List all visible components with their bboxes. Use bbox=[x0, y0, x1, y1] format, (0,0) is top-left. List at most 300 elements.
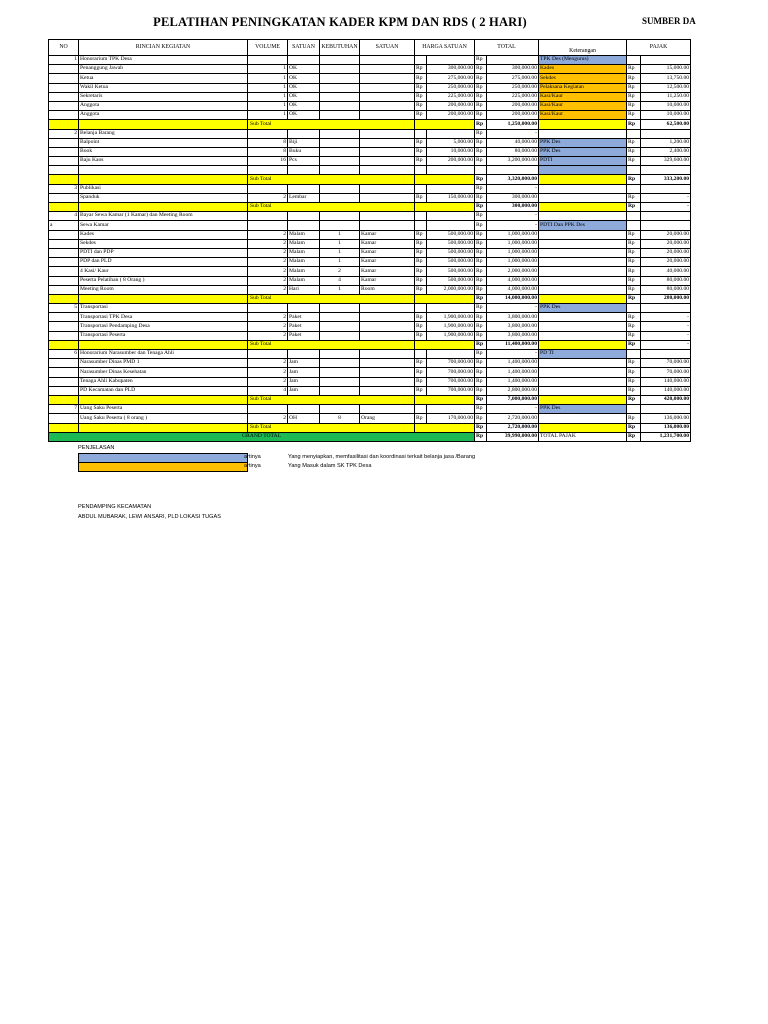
cell-kebutuhan bbox=[320, 147, 360, 156]
cell-satuan-2 bbox=[360, 92, 415, 101]
cell-no bbox=[49, 83, 79, 92]
cell-pajak: 70,000.00 bbox=[641, 368, 691, 377]
cell-kebutuhan bbox=[320, 166, 360, 175]
cell-total: 4,000,000.00 bbox=[487, 276, 539, 285]
currency-pajak bbox=[627, 129, 641, 138]
cell-satuan: Jam bbox=[288, 359, 320, 368]
cell-keterangan bbox=[539, 267, 627, 276]
currency-total: Rp bbox=[475, 423, 487, 432]
cell-pajak: 329,600.00 bbox=[641, 157, 691, 166]
cell-kebutuhan: 1 bbox=[320, 248, 360, 257]
cell-no: 4 bbox=[49, 212, 79, 221]
item-row bbox=[49, 276, 691, 285]
subtotal-row bbox=[49, 340, 691, 349]
cell-harga: 2,000,000.00 bbox=[427, 285, 475, 294]
currency-total: Rp bbox=[475, 405, 487, 414]
currency-harga: Rp bbox=[415, 359, 427, 368]
item-row bbox=[49, 331, 691, 340]
cell-satuan-2 bbox=[360, 350, 415, 359]
cell-satuan: OK bbox=[288, 65, 320, 74]
cell-harga: 500,000.00 bbox=[427, 276, 475, 285]
cell-keterangan: TPK Des (Mengurus) bbox=[539, 56, 627, 65]
cell-pajak: 12,500.00 bbox=[641, 83, 691, 92]
item-row bbox=[49, 157, 691, 166]
cell-satuan-2 bbox=[360, 74, 415, 83]
currency-pajak bbox=[627, 304, 641, 313]
cell-harga: 150,000.00 bbox=[427, 193, 475, 202]
cell-total: 40,000.00 bbox=[487, 138, 539, 147]
cell-no bbox=[49, 230, 79, 239]
section-row bbox=[49, 56, 691, 65]
cell-volume: 2 bbox=[248, 239, 288, 248]
cell-total: 3,800,000.00 bbox=[487, 331, 539, 340]
currency-total: Rp bbox=[475, 386, 487, 395]
subtotal-row bbox=[49, 120, 691, 129]
section-row bbox=[49, 350, 691, 359]
cell-keterangan: Pelaksana Kegiatan bbox=[539, 83, 627, 92]
cell-volume bbox=[248, 221, 288, 230]
item-row bbox=[49, 92, 691, 101]
currency-harga: Rp bbox=[415, 101, 427, 110]
cell-harga bbox=[427, 221, 475, 230]
cell-keterangan bbox=[539, 331, 627, 340]
cell-satuan: Malam bbox=[288, 258, 320, 267]
cell-harga: 500,000.00 bbox=[427, 248, 475, 257]
cell-keterangan bbox=[539, 230, 627, 239]
cell-pajak: 140,000.00 bbox=[641, 386, 691, 395]
currency-total: Rp bbox=[475, 304, 487, 313]
subtotal-label: Sub Total bbox=[248, 175, 415, 184]
grand-total-label: GRAND TOTAL bbox=[49, 432, 475, 441]
currency-harga: Rp bbox=[415, 92, 427, 101]
cell-total: 3,800,000.00 bbox=[487, 322, 539, 331]
cell-keterangan: Sekdes bbox=[539, 74, 627, 83]
cell-total: - bbox=[487, 350, 539, 359]
cell-ket bbox=[539, 120, 627, 129]
currency-total: Rp bbox=[475, 120, 487, 129]
currency-pajak: Rp bbox=[627, 138, 641, 147]
cell-satuan-2: Kamar bbox=[360, 239, 415, 248]
header-rincian: RINCIAN KEGIATAN bbox=[79, 40, 248, 56]
currency-total: Rp bbox=[475, 212, 487, 221]
currency-total: Rp bbox=[475, 92, 487, 101]
cell-total: 300,000.00 bbox=[487, 193, 539, 202]
cell-rincian: Narasumber Dinas PMD 1 bbox=[79, 359, 248, 368]
cell-satuan-2 bbox=[360, 65, 415, 74]
cell-total: 80,000.00 bbox=[487, 147, 539, 156]
currency-pajak: Rp bbox=[627, 258, 641, 267]
cell-volume: 1 bbox=[248, 111, 288, 120]
cell-satuan bbox=[288, 405, 320, 414]
currency-total: Rp bbox=[475, 147, 487, 156]
cell-harga: 500,000.00 bbox=[427, 267, 475, 276]
cell-rincian: Belanja Barang bbox=[79, 129, 248, 138]
cell-satuan-2 bbox=[360, 147, 415, 156]
cell-no: 1 bbox=[49, 56, 79, 65]
currency-pajak: Rp bbox=[627, 340, 641, 349]
cell-rincian bbox=[79, 423, 248, 432]
currency-harga: Rp bbox=[415, 147, 427, 156]
sumber-dana-label: SUMBER DA bbox=[642, 16, 696, 26]
cell-total: - bbox=[487, 184, 539, 193]
cell-satuan-2 bbox=[360, 83, 415, 92]
cell-total: 275,000.00 bbox=[487, 74, 539, 83]
cell-satuan bbox=[288, 212, 320, 221]
cell-satuan: Malam bbox=[288, 276, 320, 285]
currency-harga: Rp bbox=[415, 267, 427, 276]
cell-no bbox=[49, 331, 79, 340]
legend-title: PENJELASAN bbox=[78, 445, 115, 451]
signature-role: PENDAMPING KECAMATAN bbox=[78, 504, 152, 510]
currency-pajak: Rp bbox=[627, 276, 641, 285]
cell-volume: 8 bbox=[248, 147, 288, 156]
cell-pajak bbox=[641, 184, 691, 193]
currency-total: Rp bbox=[475, 193, 487, 202]
currency-harga: Rp bbox=[415, 239, 427, 248]
currency-harga: Rp bbox=[415, 331, 427, 340]
subtotal-label: Sub Total bbox=[248, 120, 415, 129]
currency-total: Rp bbox=[475, 395, 487, 404]
cell-harga: 275,000.00 bbox=[427, 74, 475, 83]
subtotal-pajak: 280,000.00 bbox=[641, 294, 691, 303]
section-row bbox=[49, 129, 691, 138]
cell-kebutuhan bbox=[320, 101, 360, 110]
cell-total: 3,800,000.00 bbox=[487, 313, 539, 322]
currency-total: Rp bbox=[475, 74, 487, 83]
cell-total: 4,000,000.00 bbox=[487, 285, 539, 294]
currency-harga bbox=[415, 405, 427, 414]
cell-rincian: Kades bbox=[79, 230, 248, 239]
cell-total: 200,000.00 bbox=[487, 111, 539, 120]
currency-harga bbox=[415, 166, 427, 175]
cell-pajak bbox=[641, 212, 691, 221]
cell-harga: 200,000.00 bbox=[427, 111, 475, 120]
currency-total: Rp bbox=[475, 230, 487, 239]
cell-no bbox=[49, 65, 79, 74]
cell-satuan-2: Orang bbox=[360, 414, 415, 423]
cell-harga: 500,000.00 bbox=[427, 239, 475, 248]
cell-keterangan bbox=[539, 193, 627, 202]
currency-total: Rp bbox=[475, 184, 487, 193]
cell-satuan: Hari bbox=[288, 285, 320, 294]
cell-pajak: 20,000.00 bbox=[641, 248, 691, 257]
cell-kebutuhan: 8 bbox=[320, 414, 360, 423]
currency-pajak: Rp bbox=[627, 193, 641, 202]
cell-harga: 700,000.00 bbox=[427, 368, 475, 377]
cell-rincian bbox=[79, 395, 248, 404]
cell-pajak: 136,000.00 bbox=[641, 414, 691, 423]
cell-satuan: Jam bbox=[288, 386, 320, 395]
currency-total bbox=[475, 166, 487, 175]
cell-pajak: 13,750.00 bbox=[641, 74, 691, 83]
cell-harga: 250,000.00 bbox=[427, 83, 475, 92]
currency-total: Rp bbox=[475, 129, 487, 138]
currency-harga: Rp bbox=[415, 285, 427, 294]
currency-pajak: Rp bbox=[627, 377, 641, 386]
currency-harga: Rp bbox=[415, 248, 427, 257]
item-row bbox=[49, 386, 691, 395]
cell-harga: 10,000.00 bbox=[427, 147, 475, 156]
cell-keterangan: PPK Des bbox=[539, 405, 627, 414]
currency-total: Rp bbox=[475, 294, 487, 303]
cell-satuan-2 bbox=[360, 56, 415, 65]
cell-satuan-2 bbox=[360, 129, 415, 138]
currency-total: Rp bbox=[475, 258, 487, 267]
cell-rincian: Anggota bbox=[79, 111, 248, 120]
cell-total: 3,200,000.00 bbox=[487, 157, 539, 166]
cell-no bbox=[49, 203, 79, 212]
cell-no bbox=[49, 138, 79, 147]
currency-harga bbox=[415, 221, 427, 230]
cell-pajak: 15,000.00 bbox=[641, 65, 691, 74]
item-row bbox=[49, 368, 691, 377]
cell-satuan-2 bbox=[360, 101, 415, 110]
cell-volume: 2 bbox=[248, 267, 288, 276]
cell-rincian: Meeting Room bbox=[79, 285, 248, 294]
cell-kebutuhan: 2 bbox=[320, 267, 360, 276]
cell-no bbox=[49, 294, 79, 303]
cell-volume bbox=[248, 304, 288, 313]
section-row bbox=[49, 184, 691, 193]
cell-kebutuhan bbox=[320, 386, 360, 395]
currency-total: Rp bbox=[475, 203, 487, 212]
cell-keterangan bbox=[539, 212, 627, 221]
cell-rincian: 4 Kasi/ Kaur bbox=[79, 267, 248, 276]
item-row bbox=[49, 111, 691, 120]
cell-kebutuhan bbox=[320, 331, 360, 340]
item-row bbox=[49, 74, 691, 83]
cell-rincian: Bayar Sewa Kamar (1 Kamar) dan Meeting Room bbox=[79, 212, 248, 221]
cell-no bbox=[49, 386, 79, 395]
cell-total: - bbox=[487, 221, 539, 230]
header-volume: VOLUME bbox=[248, 40, 288, 56]
legend-swatch bbox=[78, 462, 248, 472]
cell-pajak: 20,000.00 bbox=[641, 230, 691, 239]
cell-rincian bbox=[79, 340, 248, 349]
item-row bbox=[49, 359, 691, 368]
cell-pajak bbox=[641, 405, 691, 414]
cell-harga: 1,900,000.00 bbox=[427, 331, 475, 340]
cell-harga bbox=[427, 212, 475, 221]
subtotal-pajak: 333,200.00 bbox=[641, 175, 691, 184]
subtotal-row bbox=[49, 294, 691, 303]
cell-kebutuhan bbox=[320, 221, 360, 230]
document-title: PELATIHAN PENINGKATAN KADER KPM DAN RDS ( 2 HARI) bbox=[153, 15, 527, 29]
subtotal-total: 1,250,000.00 bbox=[487, 120, 539, 129]
cell-rincian: Sewa Kamar bbox=[79, 221, 248, 230]
cell-keterangan: Kasi/Kaur bbox=[539, 111, 627, 120]
cell-keterangan bbox=[539, 322, 627, 331]
cell-rincian bbox=[79, 294, 248, 303]
cell-keterangan bbox=[539, 377, 627, 386]
cell-satuan: Malam bbox=[288, 267, 320, 276]
currency-total: Rp bbox=[475, 83, 487, 92]
currency-total: Rp bbox=[475, 56, 487, 65]
currency-total: Rp bbox=[475, 414, 487, 423]
cell-no bbox=[49, 267, 79, 276]
cell-volume: 2 bbox=[248, 322, 288, 331]
grand-total-value: 39,990,000.00 bbox=[487, 432, 539, 441]
cell-pajak: 80,000.00 bbox=[641, 276, 691, 285]
cell-kebutuhan bbox=[320, 313, 360, 322]
cell-kebutuhan: 1 bbox=[320, 258, 360, 267]
cell-no bbox=[49, 175, 79, 184]
cell-satuan-2 bbox=[360, 193, 415, 202]
cell-no bbox=[49, 414, 79, 423]
cell-no bbox=[49, 377, 79, 386]
cell-keterangan: PD TI bbox=[539, 350, 627, 359]
cell-harga bbox=[415, 340, 475, 349]
currency-pajak: Rp bbox=[627, 414, 641, 423]
cell-satuan-2 bbox=[360, 405, 415, 414]
cell-satuan-2 bbox=[360, 331, 415, 340]
cell-rincian: Transportasi Peserta bbox=[79, 331, 248, 340]
cell-ket bbox=[539, 395, 627, 404]
currency-pajak: Rp bbox=[627, 267, 641, 276]
currency-pajak: Rp bbox=[627, 423, 641, 432]
cell-rincian: Transportasi Pendamping Desa bbox=[79, 322, 248, 331]
table-body bbox=[49, 56, 691, 442]
cell-harga: 200,000.00 bbox=[427, 157, 475, 166]
cell-kebutuhan bbox=[320, 65, 360, 74]
cell-volume bbox=[248, 184, 288, 193]
currency-harga: Rp bbox=[415, 377, 427, 386]
cell-kebutuhan bbox=[320, 56, 360, 65]
cell-no bbox=[49, 157, 79, 166]
legend-word: artinya bbox=[244, 454, 261, 460]
cell-volume bbox=[248, 129, 288, 138]
currency-pajak bbox=[627, 405, 641, 414]
cell-total: 2,720,000.00 bbox=[487, 414, 539, 423]
cell-kebutuhan bbox=[320, 74, 360, 83]
cell-satuan-2 bbox=[360, 166, 415, 175]
cell-total bbox=[487, 56, 539, 65]
currency-harga: Rp bbox=[415, 258, 427, 267]
cell-volume: 4 bbox=[248, 386, 288, 395]
currency-pajak: Rp bbox=[627, 359, 641, 368]
cell-kebutuhan: 1 bbox=[320, 239, 360, 248]
cell-no: 6 bbox=[49, 350, 79, 359]
cell-satuan: OK bbox=[288, 111, 320, 120]
cell-pajak bbox=[641, 166, 691, 175]
currency-harga: Rp bbox=[415, 111, 427, 120]
cell-volume bbox=[248, 350, 288, 359]
currency-total: Rp bbox=[475, 221, 487, 230]
cell-keterangan bbox=[539, 129, 627, 138]
cell-satuan: OH bbox=[288, 414, 320, 423]
cell-pajak bbox=[641, 129, 691, 138]
currency-harga bbox=[415, 184, 427, 193]
currency-total: Rp bbox=[475, 359, 487, 368]
cell-volume bbox=[248, 166, 288, 175]
cell-pajak: - bbox=[641, 322, 691, 331]
subtotal-row bbox=[49, 175, 691, 184]
cell-kebutuhan bbox=[320, 304, 360, 313]
cell-keterangan: PPK Des bbox=[539, 138, 627, 147]
cell-harga bbox=[415, 120, 475, 129]
currency-pajak: Rp bbox=[627, 101, 641, 110]
cell-rincian: Penanggung Jawab bbox=[79, 65, 248, 74]
cell-no bbox=[49, 92, 79, 101]
cell-total: 300,000.00 bbox=[487, 65, 539, 74]
cell-ket bbox=[539, 340, 627, 349]
cell-harga bbox=[427, 56, 475, 65]
currency-pajak: Rp bbox=[627, 230, 641, 239]
currency-pajak: Rp bbox=[627, 313, 641, 322]
total-pajak-label: TOTAL PAJAK bbox=[539, 432, 627, 441]
cell-kebutuhan bbox=[320, 405, 360, 414]
cell-kebutuhan bbox=[320, 193, 360, 202]
cell-total: 1,400,000.00 bbox=[487, 359, 539, 368]
subtotal-total: 7,000,000.00 bbox=[487, 395, 539, 404]
cell-kebutuhan bbox=[320, 377, 360, 386]
cell-rincian: PDTI dan PDP bbox=[79, 248, 248, 257]
cell-no bbox=[49, 147, 79, 156]
cell-satuan: OK bbox=[288, 92, 320, 101]
currency-total: Rp bbox=[475, 322, 487, 331]
currency-pajak bbox=[627, 56, 641, 65]
currency-pajak: Rp bbox=[627, 294, 641, 303]
cell-satuan: Paket bbox=[288, 331, 320, 340]
currency-pajak: Rp bbox=[627, 331, 641, 340]
cell-no bbox=[49, 423, 79, 432]
cell-kebutuhan: 1 bbox=[320, 230, 360, 239]
cell-no: 2 bbox=[49, 129, 79, 138]
cell-volume: 1 bbox=[248, 101, 288, 110]
cell-no bbox=[49, 120, 79, 129]
cell-keterangan bbox=[539, 184, 627, 193]
cell-satuan: Lembar bbox=[288, 193, 320, 202]
cell-rincian: PDP dan PLD bbox=[79, 258, 248, 267]
cell-ket bbox=[539, 175, 627, 184]
item-row bbox=[49, 377, 691, 386]
currency-total: Rp bbox=[475, 432, 487, 441]
cell-ket bbox=[539, 423, 627, 432]
cell-rincian bbox=[79, 203, 248, 212]
cell-rincian: Transportasi TPK Desa bbox=[79, 313, 248, 322]
currency-pajak: Rp bbox=[627, 74, 641, 83]
cell-rincian: Narasumber Dinas Kesehatan bbox=[79, 368, 248, 377]
cell-pajak: 10,000.00 bbox=[641, 101, 691, 110]
cell-satuan-2 bbox=[360, 212, 415, 221]
cell-pajak: 11,250.00 bbox=[641, 92, 691, 101]
cell-kebutuhan bbox=[320, 92, 360, 101]
cell-satuan-2 bbox=[360, 368, 415, 377]
cell-rincian: Book bbox=[79, 147, 248, 156]
cell-keterangan bbox=[539, 276, 627, 285]
cell-pajak: 70,000.00 bbox=[641, 359, 691, 368]
cell-total: 200,000.00 bbox=[487, 101, 539, 110]
cell-rincian: Honorarium TPK Desa bbox=[79, 56, 248, 65]
cell-keterangan: Kades bbox=[539, 65, 627, 74]
currency-pajak: Rp bbox=[627, 395, 641, 404]
cell-satuan bbox=[288, 304, 320, 313]
cell-keterangan: Kasi/Kaur bbox=[539, 101, 627, 110]
currency-pajak: Rp bbox=[627, 83, 641, 92]
cell-satuan-2 bbox=[360, 386, 415, 395]
section-row bbox=[49, 221, 691, 230]
header-total: TOTAL bbox=[475, 40, 539, 56]
cell-harga bbox=[427, 166, 475, 175]
currency-pajak: Rp bbox=[627, 386, 641, 395]
cell-volume: 1 bbox=[248, 83, 288, 92]
cell-keterangan: PDTI bbox=[539, 157, 627, 166]
cell-satuan: Buku bbox=[288, 147, 320, 156]
cell-keterangan bbox=[539, 414, 627, 423]
currency-pajak: Rp bbox=[627, 203, 641, 212]
cell-total: - bbox=[487, 405, 539, 414]
cell-satuan-2 bbox=[360, 138, 415, 147]
